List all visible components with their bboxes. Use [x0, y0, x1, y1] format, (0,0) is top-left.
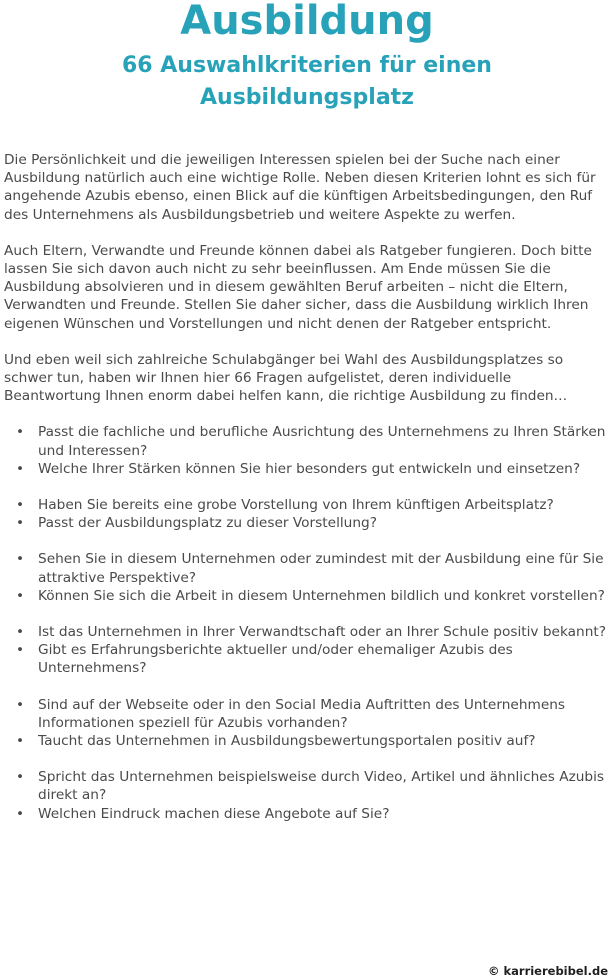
- question-text: Passt die fachliche und berufliche Ausrichtung des Unternehmens zu Ihren Stärken und Interessen?: [38, 424, 606, 459]
- list-item: [4, 768, 612, 804]
- article-body: [4, 151, 612, 823]
- question-text: Ist das Unternehmen in Ihrer Verwandtschaft oder an Ihrer Schule positiv bekannt?: [38, 624, 607, 641]
- question-text: Welchen Eindruck machen diese Angebote auf Sie?: [38, 805, 390, 822]
- bullet-icon: •: [16, 424, 25, 441]
- bullet-icon: •: [16, 642, 25, 659]
- list-item: [4, 423, 612, 459]
- bullet-icon: •: [16, 460, 25, 477]
- question-text: Gibt es Erfahrungsberichte aktueller und/oder ehemaliger Azubis des Unternehmens?: [38, 642, 513, 677]
- page-title: Ausbildung: [180, 0, 434, 44]
- question-text: Sind auf der Webseite oder in den Social Media Auftritten des Unternehmens Informationen speziell für Azubis vorhanden?: [38, 696, 566, 731]
- bullet-icon: •: [16, 733, 25, 750]
- bullet-icon: •: [16, 696, 25, 713]
- list-item: [4, 514, 612, 532]
- bullet-icon: •: [16, 551, 25, 568]
- bullet-icon: •: [16, 587, 25, 604]
- question-text: Sehen Sie in diesem Unternehmen oder zumindest mit der Ausbildung eine für Sie attraktive Perspektive?: [38, 551, 604, 586]
- list-item: [4, 641, 612, 677]
- list-item: [4, 496, 612, 514]
- list-item: [4, 696, 612, 732]
- list-item: [4, 460, 612, 478]
- bullet-icon: •: [16, 624, 25, 641]
- question-text: Taucht das Unternehmen in Ausbildungsbewertungsportalen positiv auf?: [38, 733, 536, 750]
- question-text: Können Sie sich die Arbeit in diesem Unternehmen bildlich und konkret vorstellen?: [38, 587, 605, 604]
- advisor-paragraph: Auch Eltern, Verwandte und Freunde können dabei als Ratgeber fungieren. Doch bitte lassen Sie sich davon auch nicht zu sehr beeinflussen. Am Ende müssen Sie die Ausbildung absolvieren und in diesem gewählten Beruf arbeiten – nicht die Eltern, Verwandten und Freunde. Stellen Sie daher sicher, dass die Ausbildung wirklich Ihren eigenen Wünschen und Vorstellungen und nicht denen der Ratgeber entspricht.: [4, 242, 592, 332]
- question-text: Passt der Ausbildungsplatz zu dieser Vorstellung?: [38, 515, 377, 532]
- question-text: Welche Ihrer Stärken können Sie hier besonders gut entwickeln und einsetzen?: [38, 460, 581, 477]
- questions-intro-paragraph: Und eben weil sich zahlreiche Schulabgänger bei Wahl des Ausbildungsplatzes so schwer tun, haben wir Ihnen hier 66 Fragen aufgelistet, deren individuelle Beantwortung Ihnen enorm dabei helfen kann, die richtige Ausbildung zu finden…: [4, 351, 568, 405]
- question-text: Spricht das Unternehmen beispielsweise durch Video, Artikel und ähnliches Azubis direkt an?: [38, 769, 605, 804]
- list-item: [4, 550, 612, 586]
- question-text: Haben Sie bereits eine grobe Vorstellung von Ihrem künftigen Arbeitsplatz?: [38, 497, 554, 514]
- page-subtitle: 66 Auswahlkriterien für einen Ausbildungsplatz: [122, 53, 492, 110]
- copyright-notice: © karrierebibel.de: [487, 964, 608, 978]
- bullet-icon: •: [16, 515, 25, 532]
- bullet-icon: •: [16, 497, 25, 514]
- question-list: [4, 423, 612, 822]
- bullet-icon: •: [16, 769, 25, 786]
- list-item: [4, 732, 612, 750]
- intro-paragraph: Die Persönlichkeit und die jeweiligen Interessen spielen bei der Suche nach einer Ausbildung natürlich auch eine wichtige Rolle. Neben diesen Kriterien lohnt es sich für angehende Azubis ebenso, einen Blick auf die künftigen Arbeitsbedingungen, den Ruf des Unternehmens als Ausbildungsbetrieb und weitere Aspekte zu werfen.: [4, 152, 596, 223]
- list-item: [4, 805, 612, 823]
- bullet-icon: •: [16, 805, 25, 822]
- list-item: [4, 623, 612, 641]
- list-item: [4, 587, 612, 605]
